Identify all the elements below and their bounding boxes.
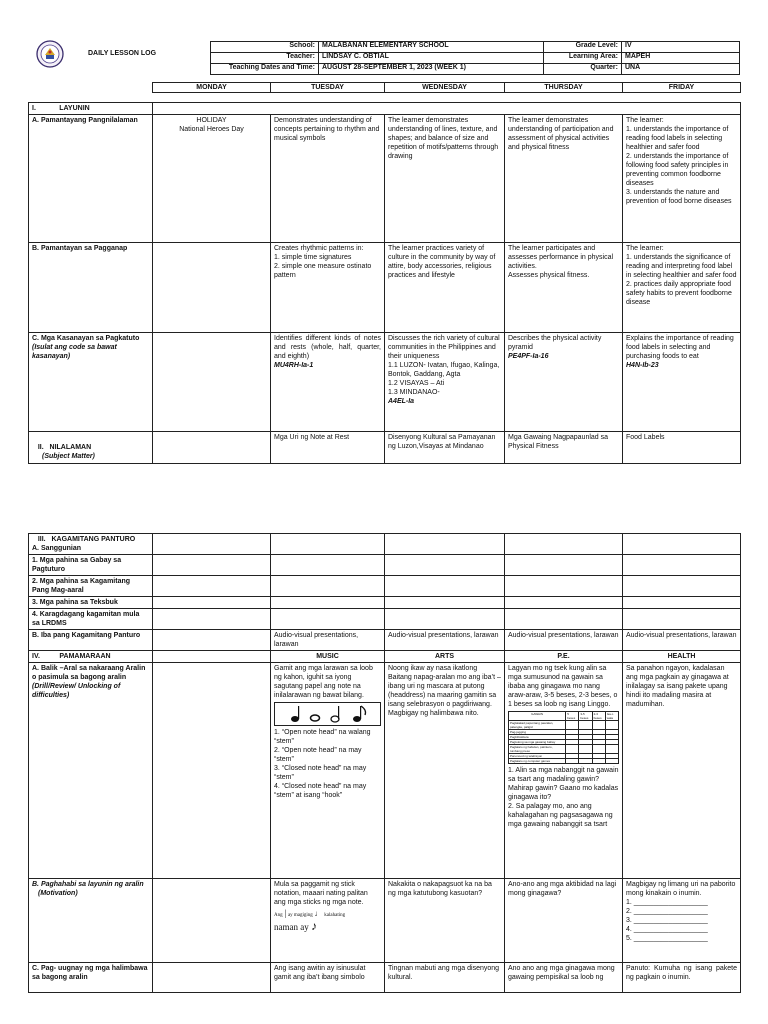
subject-music: MUSIC — [271, 651, 385, 663]
empty-cell — [271, 555, 385, 576]
image-text: ay magiging — [287, 913, 313, 918]
row-c-wed — [385, 333, 505, 432]
pamamaraan-label: PAMAMARAAN — [59, 653, 111, 660]
chart-row: Pagbibisikleta — [509, 735, 566, 740]
area-value: MAPEH — [622, 53, 740, 64]
empty-cell — [153, 597, 271, 609]
empty-cell — [605, 721, 618, 730]
text-line: 2. Sa palagay mo, ano ang kahalagahan ng pagsasagawa ng mga gawaing nabanggit sa tsart — [508, 803, 613, 828]
note-icon: ♩ — [314, 909, 323, 918]
empty-cell — [592, 721, 605, 730]
answer-line: 4. ___________________ — [626, 926, 708, 933]
nilalaman-num: II. — [37, 444, 44, 451]
activity-chart — [508, 711, 619, 764]
answer-line: 5. ___________________ — [626, 935, 708, 942]
dates-label: Teaching Dates and Time: — [211, 64, 319, 75]
empty-cell — [505, 576, 623, 597]
kagamitan-num: III. — [37, 536, 46, 543]
day-wednesday: WEDNESDAY — [385, 83, 505, 93]
nilalaman-note: (Subject Matter) — [42, 453, 95, 460]
image-text: kalahating — [324, 913, 346, 918]
pamamaraan-num: IV. — [32, 653, 40, 660]
empty-cell — [385, 576, 505, 597]
day-friday: FRIDAY — [623, 83, 741, 93]
row-c-title: C. Mga Kasanayan sa Pagkatuto — [32, 335, 140, 342]
text-line: Gamit ang mga larawan sa loob ng kahon, iguhit sa iyong sagutang papel ang note na inilalarawan ng bawat bilang. — [274, 665, 373, 699]
text-line: 1. understands the importance of reading food labels in selecting healthier and safer food — [626, 126, 729, 151]
nilalaman-thu: Mga Gawaing Nagpapaunlad sa Physical Fitness — [505, 432, 623, 464]
iba-mon — [153, 630, 271, 651]
objectives-table — [28, 102, 741, 464]
empty-cell — [153, 609, 271, 630]
row-b-label: B. Pamantayan sa Pagganap — [29, 243, 153, 333]
day-monday: MONDAY — [153, 83, 271, 93]
image-text: naman ay — [274, 922, 309, 932]
text-line: Magbigay ng limang uri na paborito mong kinakain o inumin. — [626, 881, 736, 897]
proc-c-label: C. Pag- uugnay ng mga halimbawa sa bagong aralin — [29, 963, 153, 993]
text-line: 1.3 MINDANAO- — [388, 389, 440, 396]
empty-cell — [385, 534, 505, 555]
quarter-value: UNA — [622, 64, 740, 75]
row-b-mon — [153, 243, 271, 333]
competency-code: H4N-Ib-23 — [626, 362, 659, 369]
chart-row: Paglalaro ng habulan, patintero, tumbang preso — [509, 745, 566, 754]
proc-c-wed: Tingnan mabuti ang mga disenyong kultural. — [385, 963, 505, 993]
row-b-tue — [271, 243, 385, 333]
answer-line: 2. ___________________ — [626, 908, 708, 915]
proc-c-mon — [153, 963, 271, 993]
chart-head: Isa o wala — [605, 712, 618, 721]
row-c-label — [29, 333, 153, 432]
kagamitan-label: KAGAMITANG PANTURO — [51, 536, 136, 543]
text-line: 1. simple time signatures — [274, 254, 352, 261]
grade-value: IV — [622, 42, 740, 53]
subject-health: HEALTH — [623, 651, 741, 663]
iba-wed: Audio-visual presentations, larawan — [385, 630, 505, 651]
proc-a-thu — [505, 663, 623, 879]
proc-b-mon — [153, 879, 271, 963]
empty-cell — [566, 759, 579, 764]
layunin-num: I. — [32, 105, 36, 112]
nilalaman-wed: Disenyong Kultural sa Pamayanan ng Luzon,Visayas at Mindanao — [385, 432, 505, 464]
empty-cell — [505, 534, 623, 555]
nilalaman-mon — [153, 432, 271, 464]
row-c-mon — [153, 333, 271, 432]
proc-b-fri — [623, 879, 741, 963]
proc-a-wed: Noong ikaw ay nasa ikatlong Baitang napag-aralan mo ang iba’t – ibang uri ng mascara at putong (headdress) na maaring gamitin sa isang selebrasyon o pagdiriwang. Magbigay ng halimbawa nito. — [385, 663, 505, 879]
chart-row: Panonood ng telebisyon — [509, 754, 566, 759]
music-notes-icon — [285, 704, 371, 724]
row-a-mon — [153, 115, 271, 243]
pamamaraan-heading — [29, 651, 153, 663]
kagamitan-heading — [29, 534, 153, 555]
text-line: The learner: — [626, 117, 664, 124]
row-c-note: (Isulat ang code sa bawat kasanayan) — [32, 344, 117, 360]
empty-cell — [605, 745, 618, 754]
empty-cell — [271, 609, 385, 630]
proc-c-fri: Panuto: Kumuha ng isang pakete ng pagkain o inumin. — [623, 963, 741, 993]
proc-a-tue — [271, 663, 385, 879]
proc-a-mon — [153, 663, 271, 879]
text-line: Discusses the rich variety of cultural communities in the Philippines and their uniqueness — [388, 335, 500, 360]
proc-b-note: (Motivation) — [38, 890, 78, 897]
competency-code: A4EL-Ia — [388, 398, 415, 405]
image-line — [274, 920, 381, 933]
header-table — [210, 41, 740, 75]
proc-b-thu: Ano-ano ang mga aktibidad na lagi mong ginagawa? — [505, 879, 623, 963]
text-line: Explains the importance of reading food labels in selecting and purchasing foods to eat — [626, 335, 734, 360]
row-a-thu: The learner demonstrates understanding of participation and assessment of physical activities and physical fitness — [505, 115, 623, 243]
row-a-tue: Demonstrates understanding of concepts pertaining to rhythm and musical symbols — [271, 115, 385, 243]
proc-a-note: (Drill/Review/ Unlocking of difficulties) — [32, 683, 121, 699]
competency-code: MU4RH-Ia-1 — [274, 362, 314, 369]
row-b-thu — [505, 243, 623, 333]
image-text: Ang — [274, 913, 283, 918]
text-line: The learner: — [626, 245, 664, 252]
chart-row: Pagtulong sa mga gawaing bahay — [509, 740, 566, 745]
proc-a-title: A. Balik –Aral sa nakaraang Aralin o pasimula sa bagong aralin — [32, 665, 146, 681]
empty-cell — [505, 555, 623, 576]
nilalaman-tue: Mga Uri ng Note at Rest — [271, 432, 385, 464]
ref-row-2: 2. Mga pahina sa Kagamitang Pang Mag-aaral — [29, 576, 153, 597]
empty-cell — [153, 534, 271, 555]
layunin-blank — [153, 103, 741, 115]
eighth-note-icon: ♪ — [310, 919, 317, 933]
iba-fri: Audio-visual presentations, larawan — [623, 630, 741, 651]
dates-value: AUGUST 28-SEPTEMBER 1, 2023 (WEEK 1) — [319, 64, 544, 75]
chart-head: 5 beses — [566, 712, 579, 721]
empty-cell — [271, 534, 385, 555]
notes-image — [274, 702, 381, 726]
proc-b-wed: Nakakita o nakapagsuot ka na ba ng mga katutubong kasuotan? — [385, 879, 505, 963]
teacher-value: LINDSAY C. OBTIAL — [319, 53, 544, 64]
grade-label: Grade Level: — [544, 42, 622, 53]
chart-row: Paglalakad papuntang paaralan, palengke, paligid — [509, 721, 566, 730]
quarter-label: Quarter: — [544, 64, 622, 75]
ref-row-1: 1. Mga pahina sa Gabay sa Pagtuturo — [29, 555, 153, 576]
empty-cell — [592, 759, 605, 764]
empty-cell — [605, 759, 618, 764]
empty-cell — [623, 609, 741, 630]
proc-c-tue: Ang isang awitin ay isinusulat gamit ang iba’t ibang simbolo — [271, 963, 385, 993]
layunin-heading — [29, 103, 153, 115]
empty-cell — [623, 555, 741, 576]
text-line: 1.1 LUZON- Ivatan, Ifugao, Kalinga, Bontok, Gaddang, Agta — [388, 362, 500, 378]
text-line: Lagyan mo ng tsek kung alin sa mga sumusunod na gawain sa ibaba ang ginagawa mo nang araw-araw, 3-5 beses, 2-3 beses, o 1 beses sa loob ng isang Linggo. — [508, 665, 618, 708]
iba-label: B. Iba pang Kagamitang Panturo — [29, 630, 153, 651]
holiday-text: HOLIDAY — [196, 117, 227, 124]
stick-notation-image — [274, 909, 381, 933]
answer-line: 3. ___________________ — [626, 917, 708, 924]
empty-cell — [623, 576, 741, 597]
empty-cell — [623, 534, 741, 555]
chart-head: 3-5 beses — [579, 712, 592, 721]
text-line: Mula sa paggamit ng stick notation, maaari nating palitan ang mga sticks ng mga note. — [274, 881, 368, 906]
row-a-label: A. Pamantayang Pangnilalaman — [29, 115, 153, 243]
empty-cell — [153, 651, 271, 663]
row-b-fri — [623, 243, 741, 333]
row-c-thu — [505, 333, 623, 432]
text-line: Creates rhythmic patterns in: — [274, 245, 364, 252]
area-label: Learning Area: — [544, 53, 622, 64]
text-line: The learner participates and assesses performance in physical activities. — [508, 245, 614, 270]
row-c-fri — [623, 333, 741, 432]
text-line: 1. Alin sa mga nabanggit na gawain sa tsart ang madaling gawin? Mahirap gawin? Gaano mo kadalas ginagawa ito? — [508, 767, 619, 801]
empty-cell — [566, 745, 579, 754]
day-thursday: THURSDAY — [505, 83, 623, 93]
empty-cell — [579, 759, 592, 764]
school-value: MALABANAN ELEMENTARY SCHOOL — [319, 42, 544, 53]
row-c-tue — [271, 333, 385, 432]
text-line: 1. “Open note head” na walang “stem” — [274, 729, 371, 745]
answer-line: 1. ___________________ — [626, 899, 708, 906]
iba-thu: Audio-visual presentations, larawan — [505, 630, 623, 651]
sanggunian-label: A. Sanggunian — [32, 545, 81, 552]
ref-row-3: 3. Mga pahina sa Teksbuk — [29, 597, 153, 609]
competency-code: PE4PF-Ia-16 — [508, 353, 549, 360]
empty-cell — [579, 721, 592, 730]
empty-cell — [623, 597, 741, 609]
empty-cell — [592, 745, 605, 754]
empty-cell — [385, 609, 505, 630]
empty-cell — [271, 597, 385, 609]
days-header — [152, 82, 741, 93]
text-line: 1.2 VISAYAS – Ati — [388, 380, 445, 387]
proc-a-label — [29, 663, 153, 879]
empty-cell — [385, 555, 505, 576]
text-line: 2. simple one measure ostinato pattern — [274, 263, 372, 279]
ref-row-4: 4. Karagdagang kagamitan mula sa LRDMS — [29, 609, 153, 630]
row-a-fri — [623, 115, 741, 243]
day-tuesday: TUESDAY — [271, 83, 385, 93]
teacher-label: Teacher: — [211, 53, 319, 64]
text-line: 2. “Open note head” na may “stem” — [274, 747, 362, 763]
text-line: 4. “Closed note head” na may “stem” at isang “hook” — [274, 783, 367, 799]
empty-cell — [153, 555, 271, 576]
empty-cell — [505, 609, 623, 630]
iba-tue: Audio-visual presentations, larawan — [271, 630, 385, 651]
row-a-wed: The learner demonstrates understanding of lines, texture, and shapes; and balance of size and repetition of motifs/patterns through drawing — [385, 115, 505, 243]
proc-b-tue — [271, 879, 385, 963]
proc-c-thu: Ano ano ang mga ginagawa mong gawaing pempisikal sa loob ng — [505, 963, 623, 993]
empty-cell — [385, 597, 505, 609]
text-line: 1. understands the significance of reading and interpreting food label in selecting healthier and safer food — [626, 254, 737, 279]
chart-head: 2-3 beses — [592, 712, 605, 721]
subject-arts: ARTS — [385, 651, 505, 663]
layunin-label: LAYUNIN — [59, 105, 90, 112]
empty-cell — [271, 576, 385, 597]
chart-row: Paglalaro ng computer games — [509, 759, 566, 764]
page-title: DAILY LESSON LOG — [88, 50, 157, 57]
proc-b-label — [29, 879, 153, 963]
nilalaman-label — [29, 432, 153, 464]
empty-cell — [579, 745, 592, 754]
deped-seal — [36, 40, 64, 68]
holiday-name: National Heroes Day — [179, 126, 244, 133]
empty-cell — [566, 721, 579, 730]
text-line: Describes the physical activity pyramid — [508, 335, 602, 351]
empty-cell — [505, 597, 623, 609]
chart-head: GAWAIN — [509, 712, 566, 721]
stick-icon: | — [284, 908, 287, 918]
row-b-wed: The learner practices variety of culture in the community by way of attire, body accessories, religious practices and lifestyle — [385, 243, 505, 333]
text-line: 2. practices daily appropriate food safety habits to prevent foodborne disease — [626, 281, 732, 306]
proc-a-fri: Sa panahon ngayon, kadalasan ang mga pagkain ay ginagawa at inilalagay sa isang pakete upang hindi ito madaling masira at madumihan. — [623, 663, 741, 879]
nilalaman-text: NILALAMAN — [49, 444, 92, 451]
procedures-table — [28, 533, 741, 993]
proc-b-title: B. Paghahabi sa layunin ng aralin — [32, 881, 144, 888]
nilalaman-fri: Food Labels — [623, 432, 741, 464]
text-line: Identifies different kinds of notes and rests (whole, half, quarter, and eighth) — [274, 335, 381, 360]
text-line: 3. “Closed note head” na may “stem” — [274, 765, 367, 781]
chart-row: Pag-jogging — [509, 730, 566, 735]
empty-cell — [153, 576, 271, 597]
nilalaman-title — [32, 443, 149, 452]
school-label: School: — [211, 42, 319, 53]
subject-pe: P.E. — [505, 651, 623, 663]
text-line: 2. understands the importance of following food safety principles in preventing common foodborne diseases — [626, 153, 729, 187]
text-line: 3. understands the nature and prevention of food borne diseases — [626, 189, 732, 205]
text-line: Assesses physical fitness. — [508, 272, 590, 279]
